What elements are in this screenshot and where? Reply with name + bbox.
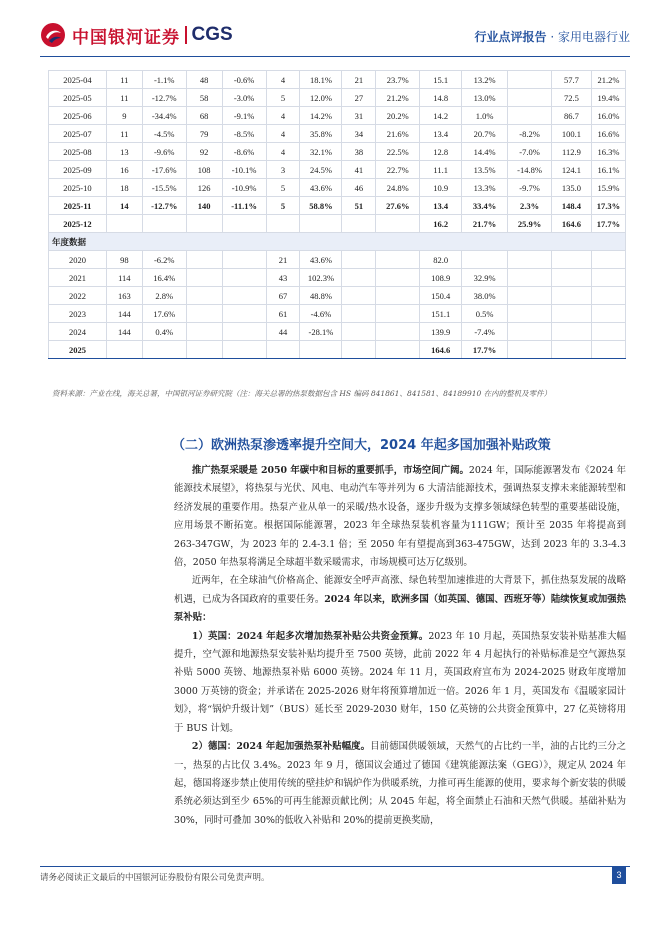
table-cell: 92 <box>186 143 222 161</box>
table-cell: 144 <box>106 305 142 323</box>
table-cell: 24.8% <box>376 179 420 197</box>
table-cell: 58 <box>186 89 222 107</box>
table-cell <box>222 323 266 341</box>
table-cell: 41 <box>342 161 376 179</box>
table-cell <box>222 305 266 323</box>
paragraph-body: 近两年，在全球油气价格高企、能源安全呼声高涨、绿色转型加速推进的大背景下，抓住热泵发展的战略机遇，已成为各国政府的重要任务。 <box>174 575 626 605</box>
table-row <box>49 215 626 233</box>
paragraph <box>174 628 626 738</box>
table-cell: -10.1% <box>222 161 266 179</box>
table-cell <box>222 269 266 287</box>
table-cell: 102.3% <box>300 269 342 287</box>
table-cell: 16.2 <box>420 215 462 233</box>
table-cell: -9.7% <box>508 179 552 197</box>
table-cell: 17.7% <box>462 341 508 359</box>
table-cell: 112.9 <box>552 143 592 161</box>
table-cell <box>342 287 376 305</box>
table-cell: 13.3% <box>462 179 508 197</box>
table-row <box>49 125 626 143</box>
table-cell: 27.6% <box>376 197 420 215</box>
table-cell: -0.6% <box>222 71 266 89</box>
table-cell: 140 <box>186 197 222 215</box>
table-cell <box>186 269 222 287</box>
table-cell: 164.6 <box>552 215 592 233</box>
table-cell: 86.7 <box>552 107 592 125</box>
table-cell: 14.4% <box>462 143 508 161</box>
table-cell: -9.6% <box>142 143 186 161</box>
table-cell: 23.7% <box>376 71 420 89</box>
table-cell: 82.0 <box>420 251 462 269</box>
row-label-cell: 2025 <box>49 341 107 359</box>
row-label-cell: 2024 <box>49 323 107 341</box>
table-cell <box>342 305 376 323</box>
table-cell <box>552 305 592 323</box>
table-cell: 124.1 <box>552 161 592 179</box>
table-cell: 48.8% <box>300 287 342 305</box>
table-cell <box>222 251 266 269</box>
table-cell <box>508 287 552 305</box>
paragraph-body: 2024 年，国际能源署发布《2024 年能源技术展望》，将热泵与光伏、风电、电动汽车等并列为 6 大清洁能源技术，强调热泵支撑未来能源转型和经济发展的重要作用。热泵产业从单一的采暖/热水设备，逐步升级为支撑多领域绿色转型的重要基础设施，应用场景不断拓宽。根据国际能源署，2023 年全球热泵装机容量为111GW；预计至 2035 年将提高到 263-347GW，为 2023 年的 2.4-3.1 倍；至 2050 年有望提高到363-475GW，达到 2023 年的 3.3-4.3 倍，2050 年热泵将满足全球超半数采暖需求，市场规模可达万亿级别。 <box>174 465 626 569</box>
paragraph-lead: 1）英国：2024 年起多次增加热泵补贴公共资金预算。 <box>191 630 429 642</box>
row-label-cell: 2020 <box>49 251 107 269</box>
table-cell <box>142 215 186 233</box>
row-label-cell: 2025-08 <box>49 143 107 161</box>
table-cell <box>222 341 266 359</box>
table-row <box>49 269 626 287</box>
logo-english-name: CGS <box>191 24 233 45</box>
paragraph <box>174 462 626 572</box>
table-cell: -8.2% <box>508 125 552 143</box>
monthly-rows <box>49 71 626 233</box>
table-cell: 44 <box>266 323 300 341</box>
table-cell: 43.6% <box>300 179 342 197</box>
page-number: 3 <box>612 867 626 884</box>
table-cell: -7.0% <box>508 143 552 161</box>
table-cell: 163 <box>106 287 142 305</box>
table-cell: -28.1% <box>300 323 342 341</box>
table-cell <box>186 305 222 323</box>
table-cell <box>342 269 376 287</box>
table-cell: 16.3% <box>591 143 625 161</box>
row-label-cell: 2025-11 <box>49 197 107 215</box>
table-cell: -3.0% <box>222 89 266 107</box>
row-label-cell: 2025-04 <box>49 71 107 89</box>
table-cell <box>186 341 222 359</box>
table-cell: -8.5% <box>222 125 266 143</box>
table-cell: 48 <box>186 71 222 89</box>
table-cell <box>552 251 592 269</box>
table-cell: 126 <box>186 179 222 197</box>
paragraph-lead: 2）德国：2024 年起加强热泵补贴幅度。 <box>191 741 371 753</box>
table-cell: 21.2% <box>376 89 420 107</box>
table-cell: -10.9% <box>222 179 266 197</box>
table-cell: -34.4% <box>142 107 186 125</box>
table-row <box>49 251 626 269</box>
table-cell <box>508 323 552 341</box>
table-cell <box>552 287 592 305</box>
table-cell <box>552 341 592 359</box>
table-cell <box>508 269 552 287</box>
table-cell <box>106 341 142 359</box>
table-cell: 72.5 <box>552 89 592 107</box>
table-cell: 16.4% <box>142 269 186 287</box>
industry-name: 家用电器行业 <box>557 30 630 44</box>
table-cell: 0.5% <box>462 305 508 323</box>
table-cell: 68 <box>186 107 222 125</box>
company-logo <box>40 22 233 48</box>
table-cell: 31 <box>342 107 376 125</box>
table-cell: 18.1% <box>300 71 342 89</box>
table-cell <box>186 251 222 269</box>
header-divider <box>40 56 630 57</box>
heat-pump-data-table <box>48 70 626 359</box>
paragraph <box>174 738 626 830</box>
table-cell <box>462 251 508 269</box>
table-cell <box>508 305 552 323</box>
row-label-cell: 2025-10 <box>49 179 107 197</box>
table-cell: 38.0% <box>462 287 508 305</box>
table-cell: 20.2% <box>376 107 420 125</box>
table-row <box>49 197 626 215</box>
table-cell <box>376 323 420 341</box>
table-cell: -8.6% <box>222 143 266 161</box>
table-cell: 33.4% <box>462 197 508 215</box>
table-cell: 17.3% <box>591 197 625 215</box>
table-cell: 43 <box>266 269 300 287</box>
report-category <box>474 28 630 45</box>
row-label-cell: 2025-05 <box>49 89 107 107</box>
row-label-cell: 2025-09 <box>49 161 107 179</box>
table-section-row <box>49 233 626 251</box>
table-cell: 24.5% <box>300 161 342 179</box>
table-cell: 13.0% <box>462 89 508 107</box>
table-cell: 100.1 <box>552 125 592 143</box>
table-cell <box>376 305 420 323</box>
row-label-cell: 2025-12 <box>49 215 107 233</box>
table-cell: 12.0% <box>300 89 342 107</box>
table-cell: 108 <box>186 161 222 179</box>
table-cell: 150.4 <box>420 287 462 305</box>
table-cell: 17.6% <box>142 305 186 323</box>
table-cell <box>591 305 625 323</box>
table-row <box>49 179 626 197</box>
table-cell: 98 <box>106 251 142 269</box>
table-cell: 15.9% <box>591 179 625 197</box>
page-header <box>0 0 662 62</box>
logo-chinese-name: 中国银河证券 <box>72 27 180 48</box>
table-cell: 34 <box>342 125 376 143</box>
table-row <box>49 143 626 161</box>
table-cell <box>266 215 300 233</box>
table-row <box>49 341 626 359</box>
table-cell <box>342 341 376 359</box>
table-cell: 13.2% <box>462 71 508 89</box>
table-cell: 21 <box>266 251 300 269</box>
table-cell <box>376 341 420 359</box>
table-cell: -7.4% <box>462 323 508 341</box>
table-cell: 17.7% <box>591 215 625 233</box>
table-cell: 14.2 <box>420 107 462 125</box>
paragraph-lead: 推广热泵采暖是 2050 年碳中和目标的重要抓手，市场空间广阔。 <box>191 465 469 476</box>
table-cell: 51 <box>342 197 376 215</box>
table-cell <box>508 71 552 89</box>
table-cell: 135.0 <box>552 179 592 197</box>
table-cell: 20.7% <box>462 125 508 143</box>
table-cell: 19.4% <box>591 89 625 107</box>
table-cell: 5 <box>266 197 300 215</box>
table-cell: 1.0% <box>462 107 508 125</box>
table-cell: 58.8% <box>300 197 342 215</box>
disclaimer-footer: 请务必阅读正文最后的中国银河证券股份有限公司免责声明。 <box>40 873 270 883</box>
table-cell: 43.6% <box>300 251 342 269</box>
table-cell: 16 <box>106 161 142 179</box>
table-cell: -9.1% <box>222 107 266 125</box>
paragraph-body: 目前德国供暖领域，天然气的占比约一半，油的占比约三分之一，热泵的占比仅 3.4%。2023 年 9 月，德国议会通过了德国《建筑能源法案（GEG）》，规定从 2024 年起，德国将逐步禁止使用传统的壁挂炉和锅炉作为供暖系统，力推可再生能源的使用，要求每个新安装的供暖系统必须达到至少 65%的可再生能源贡献比例；从 2045 年起，将全面禁止石油和天然气供暖。基础补贴为 30%，同时可叠加 30%的低收入补贴和 20%的提前更换奖励， <box>174 741 626 826</box>
table-cell: -14.8% <box>508 161 552 179</box>
table-cell <box>591 341 625 359</box>
table-cell: 11 <box>106 89 142 107</box>
table-cell: 16.0% <box>591 107 625 125</box>
table-cell <box>376 215 420 233</box>
row-label-cell: 2021 <box>49 269 107 287</box>
source-note: 资料来源：产业在线，海关总署，中国银河证券研究院（注：海关总署的热泵数据包含 HS 编码 841861、841581、84189910 在内的整机及零件） <box>52 389 552 398</box>
table-cell <box>300 341 342 359</box>
table-cell: 22.5% <box>376 143 420 161</box>
table-cell: 35.8% <box>300 125 342 143</box>
table-cell: -15.5% <box>142 179 186 197</box>
table-cell <box>591 323 625 341</box>
table-cell: 22.7% <box>376 161 420 179</box>
table-cell <box>376 269 420 287</box>
annual-rows <box>49 233 626 359</box>
table-cell: 9 <box>106 107 142 125</box>
table-cell: 46 <box>342 179 376 197</box>
table-row <box>49 323 626 341</box>
row-label-cell: 2025-06 <box>49 107 107 125</box>
table-cell <box>552 269 592 287</box>
cgs-logo-icon <box>40 22 66 48</box>
table-cell: -17.6% <box>142 161 186 179</box>
table-row <box>49 71 626 89</box>
table-cell <box>186 323 222 341</box>
table-cell: 32.1% <box>300 143 342 161</box>
table-row <box>49 89 626 107</box>
table-cell: 57.7 <box>552 71 592 89</box>
table-cell: 3 <box>266 161 300 179</box>
table-cell: 27 <box>342 89 376 107</box>
table-cell: 67 <box>266 287 300 305</box>
table-cell: 16.6% <box>591 125 625 143</box>
body-text <box>174 462 626 830</box>
table-cell <box>266 341 300 359</box>
table-cell <box>508 251 552 269</box>
table-cell: 38 <box>342 143 376 161</box>
table-cell <box>186 287 222 305</box>
table-cell <box>508 107 552 125</box>
table-cell: 13.5% <box>462 161 508 179</box>
table-cell <box>222 287 266 305</box>
table-cell <box>342 215 376 233</box>
table-cell: 14.8 <box>420 89 462 107</box>
table-cell: 61 <box>266 305 300 323</box>
table-cell: 4 <box>266 71 300 89</box>
table-cell: 25.9% <box>508 215 552 233</box>
table-cell: 15.1 <box>420 71 462 89</box>
table-cell: 13.4 <box>420 125 462 143</box>
table-cell <box>591 269 625 287</box>
table-row <box>49 287 626 305</box>
table-row <box>49 305 626 323</box>
table-cell: 13.4 <box>420 197 462 215</box>
table-cell: 18 <box>106 179 142 197</box>
table-cell: 32.9% <box>462 269 508 287</box>
table-cell: 2.8% <box>142 287 186 305</box>
table-cell: -4.6% <box>300 305 342 323</box>
table-cell: 144 <box>106 323 142 341</box>
table-cell <box>142 341 186 359</box>
table-cell: 13 <box>106 143 142 161</box>
logo-divider <box>185 26 187 44</box>
section-heading: （二）欧洲热泵渗透率提升空间大，2024 年起多国加强补贴政策 <box>172 438 551 453</box>
table-cell: 164.6 <box>420 341 462 359</box>
table-cell: 21 <box>342 71 376 89</box>
table-cell <box>300 215 342 233</box>
table-cell: 108.9 <box>420 269 462 287</box>
table-cell: 0.4% <box>142 323 186 341</box>
table-cell <box>552 323 592 341</box>
table-cell: 2.3% <box>508 197 552 215</box>
paragraph-body: 2023 年 10 月起，英国热泵安装补贴基准大幅提升，空气源和地源热泵安装补贴均提升至 7500 英镑，此前 2022 年 4 月起执行的补贴标准是空气源热泵补贴 5000 英镑、地源热泵补贴 6000 英镑。2024 年 11 月，英国政府宣布为 2024-2025 财政年度增加 3000 万英镑的资金；并承诺在 2025-2026 财年将预算增加近一倍。2026 年 1 月，英国发布《温暖家园计划》，将“锅炉升级计划”（BUS）延长至 2029-2030 财年，150 亿英镑的公共资金预算中，27 亿英镑将用于 BUS 计划。 <box>174 630 626 734</box>
table-cell: 10.9 <box>420 179 462 197</box>
table-cell: 21.2% <box>591 71 625 89</box>
table-cell: -12.7% <box>142 89 186 107</box>
table-cell: 4 <box>266 143 300 161</box>
row-label-cell: 2023 <box>49 305 107 323</box>
table-cell <box>376 287 420 305</box>
table-cell: 79 <box>186 125 222 143</box>
table-cell: 21.6% <box>376 125 420 143</box>
table-cell: 21.7% <box>462 215 508 233</box>
table-row <box>49 107 626 125</box>
header-dot: · <box>550 30 555 44</box>
table-cell: 5 <box>266 89 300 107</box>
table-cell: -1.1% <box>142 71 186 89</box>
table-cell: 11.1 <box>420 161 462 179</box>
table-cell: 11 <box>106 125 142 143</box>
table-cell <box>186 215 222 233</box>
table-cell <box>376 251 420 269</box>
table-cell: 14 <box>106 197 142 215</box>
paragraph <box>174 572 626 627</box>
section-label-cell: 年度数据 <box>49 233 626 251</box>
paragraph-emphasis: 2024 年以来，欧洲多国（如英国、德国、西班牙等）陆续恢复或加强热泵补贴： <box>174 593 626 624</box>
table-cell: -4.5% <box>142 125 186 143</box>
table-cell <box>591 251 625 269</box>
table-cell: 4 <box>266 125 300 143</box>
table-cell <box>222 215 266 233</box>
table-cell <box>508 341 552 359</box>
footer-divider <box>40 866 630 867</box>
table-cell: 14.2% <box>300 107 342 125</box>
table-cell <box>508 89 552 107</box>
table-row <box>49 161 626 179</box>
table-cell: 151.1 <box>420 305 462 323</box>
table-cell: 12.8 <box>420 143 462 161</box>
report-type: 行业点评报告 <box>474 30 547 44</box>
table-cell <box>342 323 376 341</box>
table-cell: -12.7% <box>142 197 186 215</box>
table-cell: 139.9 <box>420 323 462 341</box>
table-cell: 4 <box>266 107 300 125</box>
table-cell: 11 <box>106 71 142 89</box>
table-cell <box>106 215 142 233</box>
table-cell: -6.2% <box>142 251 186 269</box>
table-cell: 5 <box>266 179 300 197</box>
table-cell: 16.1% <box>591 161 625 179</box>
table-cell: -11.1% <box>222 197 266 215</box>
table-cell: 114 <box>106 269 142 287</box>
table-cell <box>591 287 625 305</box>
table-cell <box>342 251 376 269</box>
row-label-cell: 2025-07 <box>49 125 107 143</box>
table-cell: 148.4 <box>552 197 592 215</box>
row-label-cell: 2022 <box>49 287 107 305</box>
